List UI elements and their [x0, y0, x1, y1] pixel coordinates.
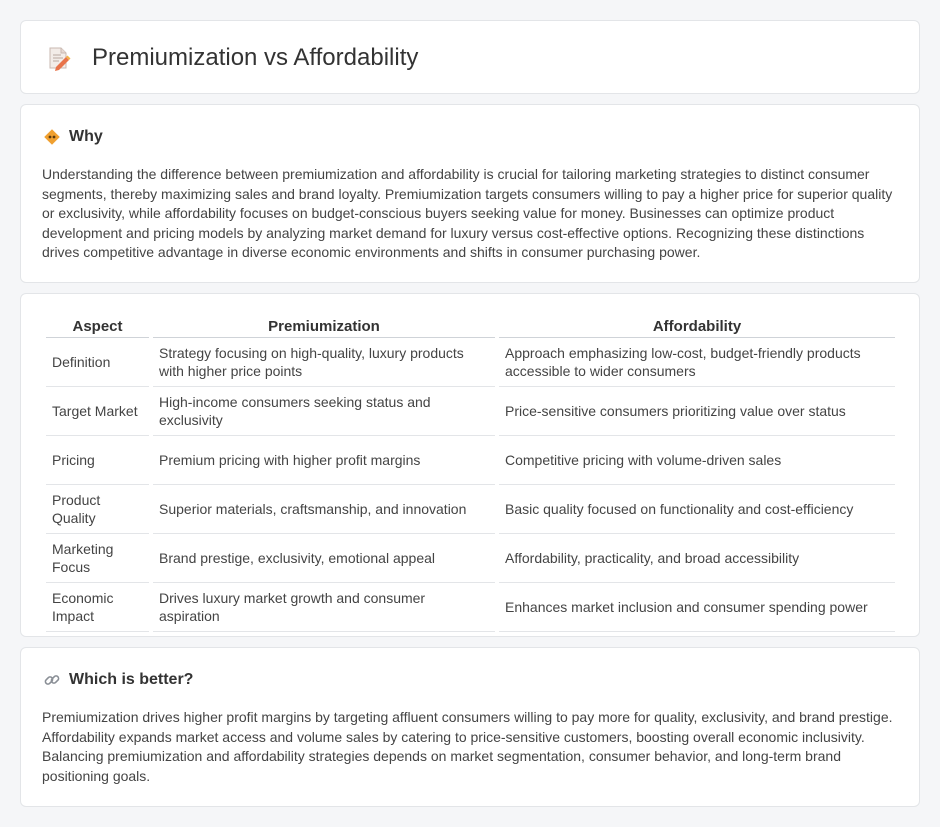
- title-card: [20, 20, 920, 94]
- affordability-cell: Price-sensitive consumers prioritizing value over status: [499, 387, 895, 436]
- table-row: [46, 583, 895, 632]
- affordability-cell: Affordability, practicality, and broad accessibility: [499, 534, 895, 583]
- link-icon: [43, 671, 61, 689]
- better-heading: [43, 671, 193, 689]
- aspect-cell: Marketing Focus: [46, 534, 149, 583]
- header-aspect: Aspect: [46, 315, 149, 338]
- affordability-cell: Competitive pricing with volume-driven sales: [499, 436, 895, 485]
- why-text: Understanding the difference between premiumization and affordability is crucial for tailoring marketing strategies to distinct consumer segments, thereby maximizing sales and brand loyalty. Premiumization targets consumers willing to pay a higher price for superior quality or exclusivity, while affordability focuses on budget-conscious buyers seeking value for money. Businesses can optimize product development and pricing models by analyzing market demand for luxury versus cost-effective options. Recognizing these distinctions drives competitive advantage in diverse economic environments and shifts in consumer purchasing power.: [42, 166, 893, 261]
- aspect-cell: Pricing: [46, 436, 149, 485]
- header-premiumization: Premiumization: [153, 315, 495, 338]
- aspect-cell: Product Quality: [46, 485, 149, 534]
- comparison-table: [42, 315, 899, 632]
- table-row: [46, 534, 895, 583]
- affordability-cell: Approach emphasizing low-cost, budget-friendly products accessible to wider consumers: [499, 338, 895, 387]
- affordability-cell: Basic quality focused on functionality and cost-efficiency: [499, 485, 895, 534]
- aspect-cell: Target Market: [46, 387, 149, 436]
- document-pencil-icon: [45, 45, 71, 71]
- better-text: Premiumization drives higher profit margins by targeting affluent consumers willing to pay more for quality, exclusivity, and brand prestige. Affordability expands market access and volume sales by catering to price-sensitive customers, boosting overall economic inclusivity. Balancing premiumization and affordability strategies depends on market segmentation, consumer behavior, and long-term brand positioning goals.: [42, 709, 893, 784]
- premiumization-cell: Drives luxury market growth and consumer aspiration: [153, 583, 495, 632]
- affordability-cell: Enhances market inclusion and consumer spending power: [499, 583, 895, 632]
- table-row: [46, 485, 895, 534]
- which-better-card: [20, 647, 920, 807]
- diamond-icon: [43, 128, 61, 146]
- premiumization-cell: Premium pricing with higher profit margins: [153, 436, 495, 485]
- table-header-row: [46, 315, 895, 338]
- page-title: Premiumization vs Affordability: [92, 44, 419, 71]
- aspect-cell: Economic Impact: [46, 583, 149, 632]
- why-title: Why: [69, 128, 103, 145]
- premiumization-cell: High-income consumers seeking status and exclusivity: [153, 387, 495, 436]
- table-row: [46, 387, 895, 436]
- table-row: [46, 338, 895, 387]
- table-row: [46, 436, 895, 485]
- aspect-cell: Definition: [46, 338, 149, 387]
- better-title: Which is better?: [69, 671, 194, 688]
- why-heading: [43, 128, 103, 146]
- why-card: [20, 104, 920, 283]
- header-affordability: Affordability: [499, 315, 895, 338]
- premiumization-cell: Superior materials, craftsmanship, and innovation: [153, 485, 495, 534]
- comparison-card: [20, 293, 920, 637]
- premiumization-cell: Strategy focusing on high-quality, luxury products with higher price points: [153, 338, 495, 387]
- premiumization-cell: Brand prestige, exclusivity, emotional appeal: [153, 534, 495, 583]
